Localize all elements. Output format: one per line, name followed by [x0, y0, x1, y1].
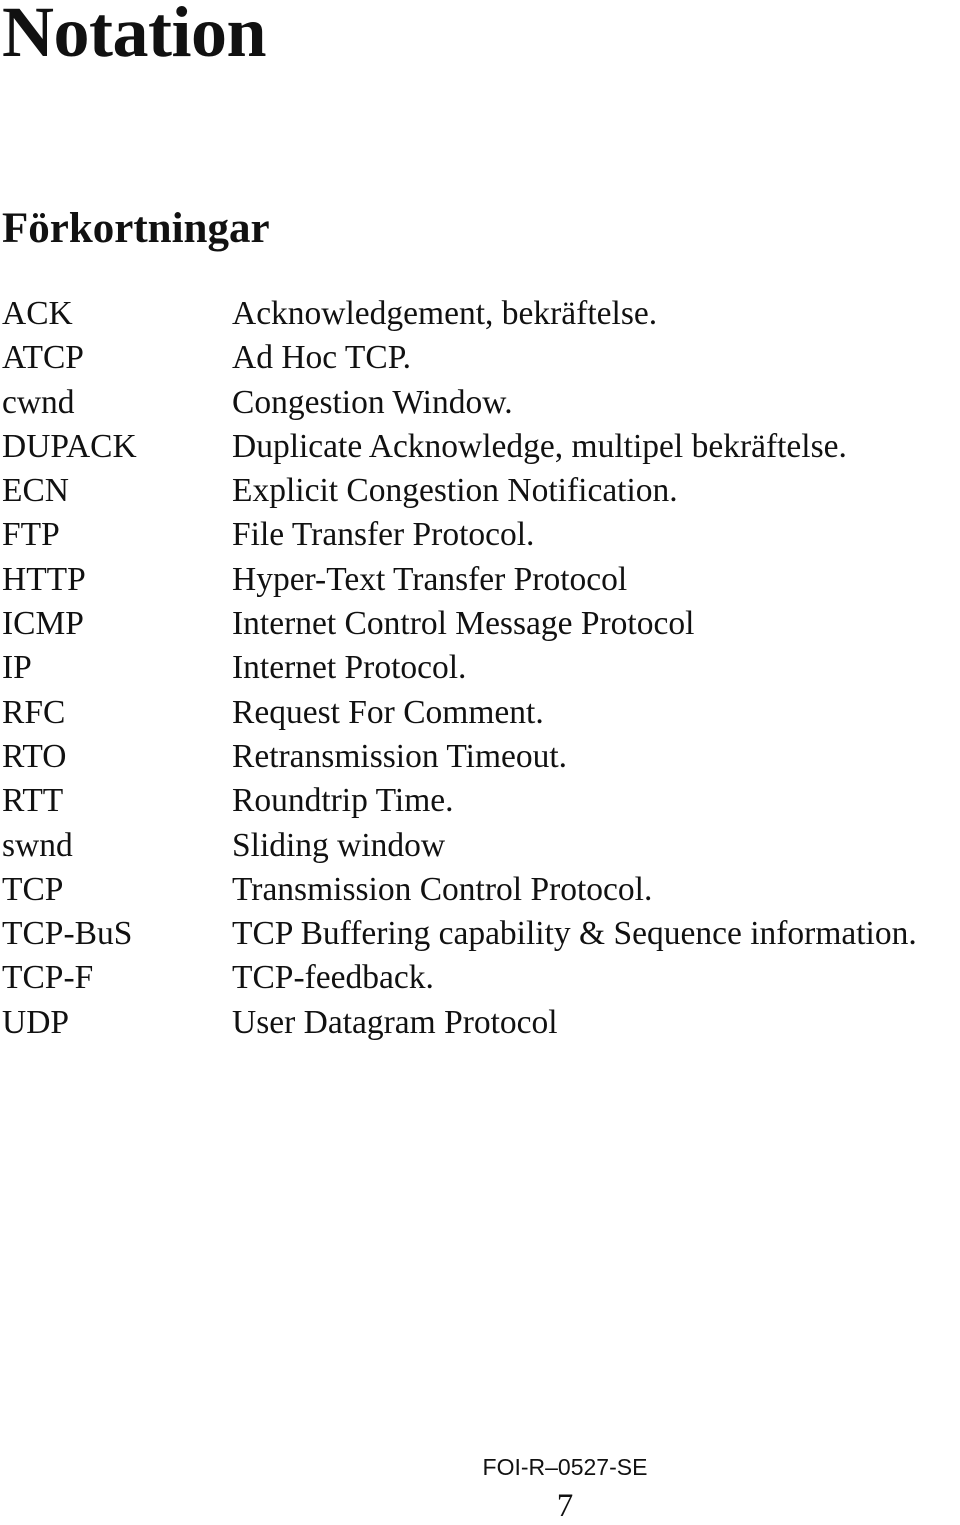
abbreviation-row — [2, 292, 917, 336]
abbreviation-term: FTP — [2, 516, 60, 554]
abbreviation-term: RTO — [2, 737, 67, 775]
abbreviation-list — [2, 292, 917, 1045]
abbreviation-row — [2, 558, 917, 602]
abbreviation-row — [2, 646, 917, 690]
abbreviation-definition: Hyper-Text Transfer Protocol — [232, 560, 628, 598]
abbreviation-definition: Acknowledgement, bekräftelse. — [232, 295, 658, 332]
abbreviation-term: IP — [2, 649, 32, 687]
abbreviation-row — [2, 602, 917, 646]
abbreviation-definition: Duplicate Acknowledge, multipel bekräftelse. — [232, 427, 847, 465]
abbreviation-term: ACK — [2, 295, 73, 332]
abbreviation-term: HTTP — [2, 560, 86, 598]
abbreviation-definition: Internet Protocol. — [232, 649, 467, 687]
abbreviation-term: ICMP — [2, 605, 84, 643]
abbreviation-definition: TCP-feedback. — [232, 959, 434, 997]
abbreviation-term: cwnd — [2, 383, 75, 421]
abbreviation-row — [2, 868, 917, 912]
abbreviation-term: TCP — [2, 870, 64, 908]
page-title: Notation — [2, 0, 266, 72]
abbreviation-row — [2, 1001, 917, 1045]
abbreviation-definition: Ad Hoc TCP. — [232, 339, 411, 377]
abbreviation-row — [2, 912, 917, 956]
abbreviation-definition: Transmission Control Protocol. — [232, 870, 653, 908]
abbreviation-term: UDP — [2, 1003, 70, 1041]
abbreviation-definition: Request For Comment. — [232, 693, 544, 731]
abbreviation-term: ECN — [2, 472, 69, 510]
abbreviation-definition: Congestion Window. — [232, 383, 513, 421]
abbreviation-definition: Roundtrip Time. — [232, 782, 454, 820]
abbreviation-term: TCP-F — [2, 959, 94, 997]
abbreviation-definition: Internet Control Message Protocol — [232, 605, 695, 643]
abbreviation-term: DUPACK — [2, 427, 137, 465]
abbreviation-row — [2, 956, 917, 1000]
abbreviation-term: TCP-BuS — [2, 915, 133, 953]
abbreviation-definition: File Transfer Protocol. — [232, 516, 535, 554]
abbreviation-row — [2, 691, 917, 735]
abbreviation-row — [2, 425, 917, 469]
abbreviation-definition: Retransmission Timeout. — [232, 737, 568, 775]
report-id: FOI-R–0527-SE — [482, 1454, 648, 1480]
abbreviation-term: swnd — [2, 826, 73, 864]
page-number: 7 — [556, 1488, 574, 1524]
abbreviation-definition: User Datagram Protocol — [232, 1003, 558, 1041]
abbreviation-term: RFC — [2, 693, 66, 731]
abbreviation-row — [2, 381, 917, 425]
abbreviation-definition: Sliding window — [232, 826, 446, 864]
abbreviation-term: ATCP — [2, 339, 84, 377]
section-title: Förkortningar — [2, 205, 270, 252]
abbreviation-definition: TCP Buffering capability & Sequence information. — [232, 915, 917, 953]
abbreviation-row — [2, 779, 917, 823]
abbreviation-row — [2, 469, 917, 513]
abbreviation-definition: Explicit Congestion Notification. — [232, 472, 678, 510]
abbreviation-row — [2, 336, 917, 380]
abbreviation-row — [2, 824, 917, 868]
abbreviation-row — [2, 513, 917, 557]
abbreviation-row — [2, 735, 917, 779]
abbreviation-term: RTT — [2, 782, 64, 820]
